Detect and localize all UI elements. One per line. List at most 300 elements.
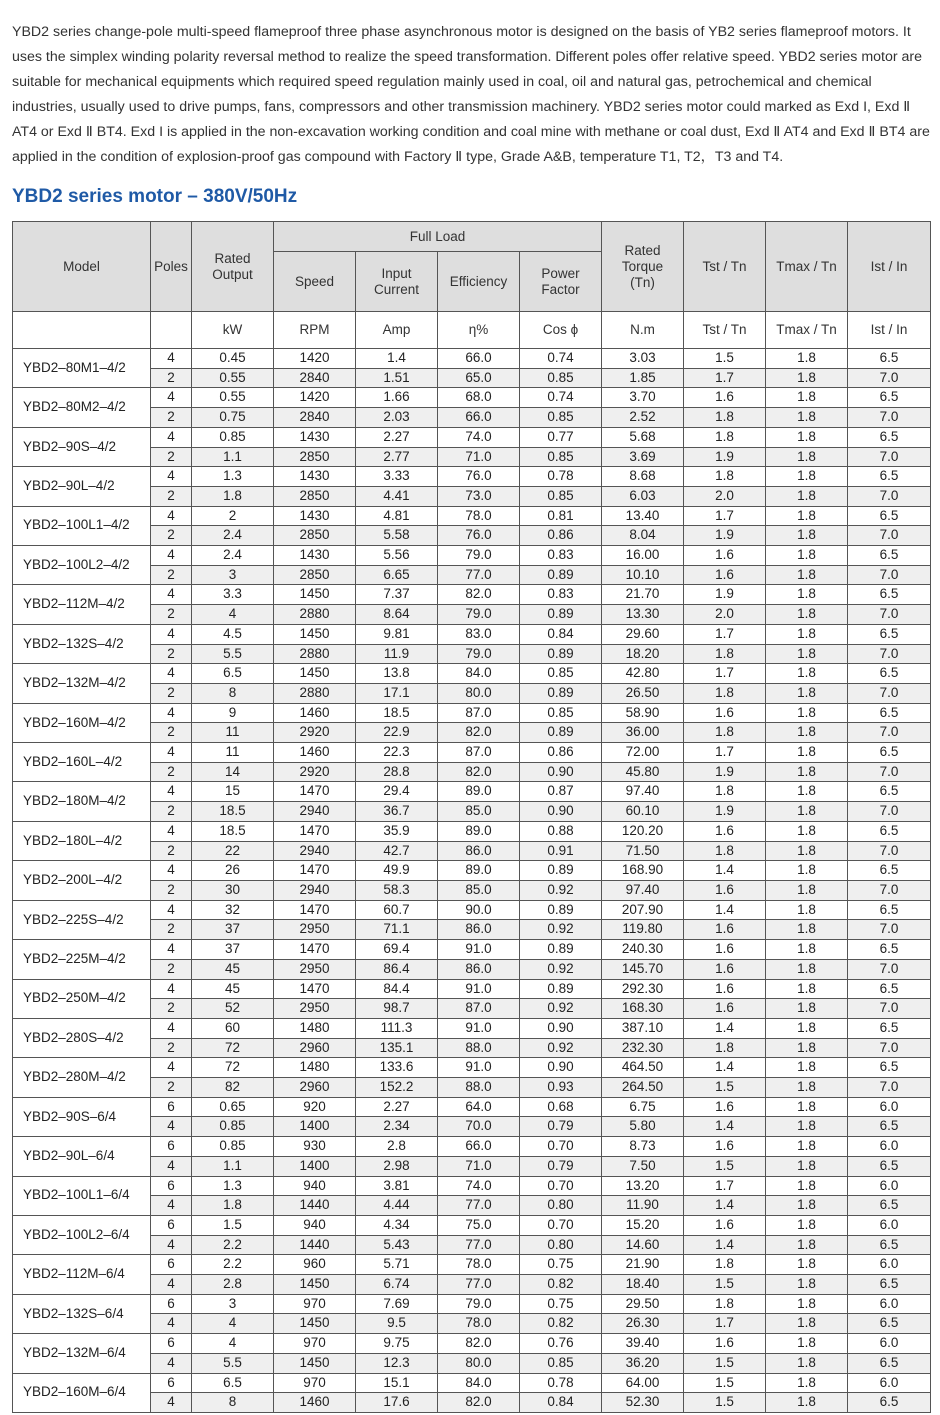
model-cell: YBD2–200L–4/2 — [13, 861, 151, 900]
tst-tn-cell: 1.6 — [684, 1215, 766, 1235]
input-current-cell: 6.74 — [356, 1275, 438, 1295]
efficiency-cell: 71.0 — [438, 1156, 520, 1176]
ist-in-cell: 6.5 — [848, 624, 931, 644]
rated-output-cell: 1.1 — [192, 1156, 274, 1176]
tmax-tn-cell: 1.8 — [766, 1353, 848, 1373]
header-speed: Speed — [274, 252, 356, 312]
ist-in-cell: 6.5 — [848, 506, 931, 526]
rated-torque-cell: 119.80 — [602, 920, 684, 940]
poles-cell: 6 — [151, 1097, 192, 1117]
input-current-cell: 1.66 — [356, 388, 438, 408]
input-current-cell: 4.44 — [356, 1196, 438, 1216]
rated-torque-cell: 145.70 — [602, 959, 684, 979]
poles-cell: 6 — [151, 1334, 192, 1354]
table-row — [13, 664, 931, 684]
rated-torque-cell: 15.20 — [602, 1215, 684, 1235]
rated-torque-cell: 13.30 — [602, 605, 684, 625]
efficiency-cell: 86.0 — [438, 841, 520, 861]
rated-output-cell: 0.65 — [192, 1097, 274, 1117]
tst-tn-cell: 1.4 — [684, 1235, 766, 1255]
power-factor-cell: 0.90 — [520, 1058, 602, 1078]
poles-cell: 6 — [151, 1294, 192, 1314]
ist-in-cell: 6.5 — [848, 1393, 931, 1413]
power-factor-cell: 0.92 — [520, 999, 602, 1019]
poles-cell: 2 — [151, 880, 192, 900]
speed-cell: 1460 — [274, 703, 356, 723]
input-current-cell: 22.9 — [356, 723, 438, 743]
tst-tn-cell: 1.9 — [684, 802, 766, 822]
poles-cell: 2 — [151, 605, 192, 625]
rated-output-cell: 11 — [192, 743, 274, 763]
model-cell: YBD2–180L–4/2 — [13, 821, 151, 860]
tmax-tn-cell: 1.8 — [766, 743, 848, 763]
efficiency-cell: 89.0 — [438, 782, 520, 802]
efficiency-cell: 86.0 — [438, 920, 520, 940]
table-row — [13, 546, 931, 566]
poles-cell: 4 — [151, 821, 192, 841]
efficiency-cell: 78.0 — [438, 1314, 520, 1334]
poles-cell: 2 — [151, 723, 192, 743]
model-cell: YBD2–90S–4/2 — [13, 427, 151, 466]
table-row — [13, 703, 931, 723]
header-poles: Poles — [151, 222, 192, 312]
tmax-tn-cell: 1.8 — [766, 585, 848, 605]
efficiency-cell: 78.0 — [438, 1255, 520, 1275]
tst-tn-cell: 1.7 — [684, 506, 766, 526]
poles-cell: 6 — [151, 1255, 192, 1275]
ist-in-cell: 7.0 — [848, 408, 931, 428]
tst-tn-cell: 1.4 — [684, 861, 766, 881]
tmax-tn-cell: 1.8 — [766, 546, 848, 566]
tst-tn-cell: 1.6 — [684, 920, 766, 940]
input-current-cell: 2.77 — [356, 447, 438, 467]
tmax-tn-cell: 1.8 — [766, 427, 848, 447]
tmax-tn-cell: 1.8 — [766, 979, 848, 999]
table-row — [13, 427, 931, 447]
header-power-factor: Power Factor — [520, 252, 602, 312]
intro-paragraph: YBD2 series change-pole multi-speed flameproof three phase asynchronous motor is designed on the basis of YB2 series flameproof motors. It uses the simplex winding polarity reversal method to realize the speed transformation. Different poles offer relative speed. YBD2 series motor are suitable for mechanical equipments which required speed regulation mainly used in coal, oil and natural gas, petrochemical and chemical industries, usually used to drive pumps, fans, compressors and other transmission machinery. YBD2 series motor could marked as Exd I, Exd Ⅱ AT4 or Exd Ⅱ BT4. Exd I is applied in the non-excavation working condition and coal mine with methane or coal dust, Exd Ⅱ AT4 and Exd Ⅱ BT4 are applied in the condition of explosion-proof gas compound with Factory Ⅱ type, Grade A&B, temperature T1, T2，T3 and T4. — [12, 24, 930, 166]
speed-cell: 970 — [274, 1294, 356, 1314]
rated-torque-cell: 6.03 — [602, 486, 684, 506]
table-row — [13, 486, 931, 506]
rated-torque-cell: 26.50 — [602, 683, 684, 703]
tmax-tn-cell: 1.8 — [766, 1137, 848, 1157]
table-row — [13, 1018, 931, 1038]
header-rated-output: Rated Output — [192, 222, 274, 312]
tmax-tn-cell: 1.8 — [766, 408, 848, 428]
poles-cell: 2 — [151, 841, 192, 861]
rated-torque-cell: 29.50 — [602, 1294, 684, 1314]
rated-torque-cell: 16.00 — [602, 546, 684, 566]
tst-tn-cell: 1.5 — [684, 349, 766, 369]
efficiency-cell: 82.0 — [438, 1334, 520, 1354]
poles-cell: 4 — [151, 1235, 192, 1255]
tmax-tn-cell: 1.8 — [766, 1196, 848, 1216]
power-factor-cell: 0.77 — [520, 427, 602, 447]
ist-in-cell: 6.0 — [848, 1334, 931, 1354]
tmax-tn-cell: 1.8 — [766, 1018, 848, 1038]
input-current-cell: 2.8 — [356, 1137, 438, 1157]
rated-torque-cell: 42.80 — [602, 664, 684, 684]
power-factor-cell: 0.92 — [520, 959, 602, 979]
model-cell: YBD2–100L1–4/2 — [13, 506, 151, 545]
rated-output-cell: 22 — [192, 841, 274, 861]
table-row — [13, 585, 931, 605]
rated-torque-cell: 29.60 — [602, 624, 684, 644]
ist-in-cell: 6.5 — [848, 1117, 931, 1137]
power-factor-cell: 0.79 — [520, 1156, 602, 1176]
poles-cell: 2 — [151, 486, 192, 506]
tmax-tn-cell: 1.8 — [766, 1156, 848, 1176]
tst-tn-cell: 1.5 — [684, 1275, 766, 1295]
header-model: Model — [13, 222, 151, 312]
model-cell: YBD2–280M–4/2 — [13, 1058, 151, 1097]
power-factor-cell: 0.81 — [520, 506, 602, 526]
tst-tn-cell: 1.7 — [684, 664, 766, 684]
rated-torque-cell: 5.80 — [602, 1117, 684, 1137]
tmax-tn-cell: 1.8 — [766, 565, 848, 585]
rated-output-cell: 4 — [192, 1334, 274, 1354]
tst-tn-cell: 1.4 — [684, 1117, 766, 1137]
speed-cell: 940 — [274, 1215, 356, 1235]
input-current-cell: 28.8 — [356, 762, 438, 782]
rated-torque-cell: 64.00 — [602, 1373, 684, 1393]
efficiency-cell: 64.0 — [438, 1097, 520, 1117]
speed-cell: 2850 — [274, 486, 356, 506]
tmax-tn-cell: 1.8 — [766, 1117, 848, 1137]
tst-tn-cell: 1.7 — [684, 743, 766, 763]
poles-cell: 4 — [151, 624, 192, 644]
rated-output-cell: 60 — [192, 1018, 274, 1038]
efficiency-cell: 79.0 — [438, 1294, 520, 1314]
rated-output-cell: 2.2 — [192, 1255, 274, 1275]
table-row — [13, 1196, 931, 1216]
ist-in-cell: 6.0 — [848, 1373, 931, 1393]
power-factor-cell: 0.85 — [520, 664, 602, 684]
speed-cell: 2940 — [274, 880, 356, 900]
header-tmax-tn: Tmax / Tn — [766, 222, 848, 312]
rated-torque-cell: 18.40 — [602, 1275, 684, 1295]
rated-output-cell: 2.4 — [192, 526, 274, 546]
rated-output-cell: 32 — [192, 900, 274, 920]
ist-in-cell: 7.0 — [848, 1038, 931, 1058]
table-heading: YBD2 series motor – 380V/50Hz — [12, 186, 298, 207]
poles-cell: 6 — [151, 1215, 192, 1235]
speed-cell: 1460 — [274, 1393, 356, 1413]
tst-tn-cell: 1.5 — [684, 1353, 766, 1373]
ist-in-cell: 6.5 — [848, 703, 931, 723]
rated-torque-cell: 13.40 — [602, 506, 684, 526]
tmax-tn-cell: 1.8 — [766, 920, 848, 940]
tst-tn-cell: 1.4 — [684, 1018, 766, 1038]
tmax-tn-cell: 1.8 — [766, 940, 848, 960]
input-current-cell: 4.41 — [356, 486, 438, 506]
tst-tn-cell: 1.6 — [684, 979, 766, 999]
input-current-cell: 12.3 — [356, 1353, 438, 1373]
rated-output-cell: 30 — [192, 880, 274, 900]
efficiency-cell: 82.0 — [438, 585, 520, 605]
rated-output-cell: 0.75 — [192, 408, 274, 428]
speed-cell: 1470 — [274, 782, 356, 802]
efficiency-cell: 79.0 — [438, 546, 520, 566]
ist-in-cell: 6.5 — [848, 1353, 931, 1373]
table-row — [13, 1156, 931, 1176]
tst-tn-cell: 1.8 — [684, 427, 766, 447]
rated-torque-cell: 464.50 — [602, 1058, 684, 1078]
tmax-tn-cell: 1.8 — [766, 683, 848, 703]
poles-cell: 2 — [151, 447, 192, 467]
power-factor-cell: 0.80 — [520, 1196, 602, 1216]
table-body — [13, 349, 931, 1413]
table-row — [13, 1393, 931, 1413]
poles-cell: 4 — [151, 349, 192, 369]
rated-output-cell: 18.5 — [192, 802, 274, 822]
ist-in-cell: 7.0 — [848, 723, 931, 743]
ist-in-cell: 7.0 — [848, 802, 931, 822]
poles-cell: 2 — [151, 802, 192, 822]
efficiency-cell: 77.0 — [438, 1235, 520, 1255]
input-current-cell: 8.64 — [356, 605, 438, 625]
table-row — [13, 1294, 931, 1314]
tmax-tn-cell: 1.8 — [766, 644, 848, 664]
table-row — [13, 1235, 931, 1255]
input-current-cell: 7.37 — [356, 585, 438, 605]
input-current-cell: 6.65 — [356, 565, 438, 585]
table-row — [13, 1176, 931, 1196]
speed-cell: 1450 — [274, 664, 356, 684]
tst-tn-cell: 1.8 — [684, 467, 766, 487]
tmax-tn-cell: 1.8 — [766, 1235, 848, 1255]
tst-tn-cell: 1.4 — [684, 1058, 766, 1078]
ist-in-cell: 6.5 — [848, 979, 931, 999]
table-row — [13, 388, 931, 408]
tmax-tn-cell: 1.8 — [766, 802, 848, 822]
model-cell: YBD2–132S–4/2 — [13, 624, 151, 663]
speed-cell: 1480 — [274, 1058, 356, 1078]
rated-torque-cell: 5.68 — [602, 427, 684, 447]
input-current-cell: 2.98 — [356, 1156, 438, 1176]
tmax-tn-cell: 1.8 — [766, 1373, 848, 1393]
poles-cell: 4 — [151, 782, 192, 802]
table-row — [13, 723, 931, 743]
poles-cell: 2 — [151, 959, 192, 979]
power-factor-cell: 0.93 — [520, 1078, 602, 1098]
rated-torque-cell: 97.40 — [602, 782, 684, 802]
efficiency-cell: 91.0 — [438, 1018, 520, 1038]
efficiency-cell: 84.0 — [438, 664, 520, 684]
efficiency-cell: 77.0 — [438, 1196, 520, 1216]
unit-ist-in: Ist / In — [848, 312, 931, 349]
power-factor-cell: 0.74 — [520, 388, 602, 408]
input-current-cell: 17.1 — [356, 683, 438, 703]
rated-torque-cell: 52.30 — [602, 1393, 684, 1413]
poles-cell: 4 — [151, 1058, 192, 1078]
tmax-tn-cell: 1.8 — [766, 1058, 848, 1078]
rated-output-cell: 9 — [192, 703, 274, 723]
poles-cell: 4 — [151, 664, 192, 684]
tmax-tn-cell: 1.8 — [766, 1038, 848, 1058]
input-current-cell: 9.75 — [356, 1334, 438, 1354]
power-factor-cell: 0.92 — [520, 1038, 602, 1058]
power-factor-cell: 0.85 — [520, 486, 602, 506]
tst-tn-cell: 1.9 — [684, 447, 766, 467]
unit-rpm: RPM — [274, 312, 356, 349]
ist-in-cell: 6.5 — [848, 861, 931, 881]
tst-tn-cell: 1.5 — [684, 1156, 766, 1176]
tst-tn-cell: 1.6 — [684, 546, 766, 566]
poles-cell: 4 — [151, 467, 192, 487]
rated-torque-cell: 18.20 — [602, 644, 684, 664]
efficiency-cell: 80.0 — [438, 1353, 520, 1373]
table-row — [13, 605, 931, 625]
poles-cell: 4 — [151, 900, 192, 920]
tmax-tn-cell: 1.8 — [766, 486, 848, 506]
tmax-tn-cell: 1.8 — [766, 841, 848, 861]
table-row — [13, 683, 931, 703]
poles-cell: 4 — [151, 1314, 192, 1334]
poles-cell: 4 — [151, 585, 192, 605]
power-factor-cell: 0.89 — [520, 565, 602, 585]
efficiency-cell: 85.0 — [438, 880, 520, 900]
power-factor-cell: 0.89 — [520, 723, 602, 743]
power-factor-cell: 0.74 — [520, 349, 602, 369]
tmax-tn-cell: 1.8 — [766, 368, 848, 388]
tst-tn-cell: 1.6 — [684, 880, 766, 900]
tst-tn-cell: 1.7 — [684, 368, 766, 388]
input-current-cell: 7.69 — [356, 1294, 438, 1314]
rated-torque-cell: 168.30 — [602, 999, 684, 1019]
power-factor-cell: 0.79 — [520, 1117, 602, 1137]
tmax-tn-cell: 1.8 — [766, 959, 848, 979]
tmax-tn-cell: 1.8 — [766, 605, 848, 625]
power-factor-cell: 0.83 — [520, 546, 602, 566]
header-ist-in: Ist / In — [848, 222, 931, 312]
motor-spec-table — [12, 221, 931, 1413]
ist-in-cell: 6.0 — [848, 1255, 931, 1275]
rated-torque-cell: 71.50 — [602, 841, 684, 861]
poles-cell: 2 — [151, 920, 192, 940]
speed-cell: 2840 — [274, 408, 356, 428]
poles-cell: 2 — [151, 408, 192, 428]
poles-cell: 6 — [151, 1137, 192, 1157]
power-factor-cell: 0.70 — [520, 1137, 602, 1157]
input-current-cell: 5.43 — [356, 1235, 438, 1255]
rated-torque-cell: 13.20 — [602, 1176, 684, 1196]
rated-output-cell: 0.85 — [192, 1117, 274, 1137]
speed-cell: 1450 — [274, 585, 356, 605]
input-current-cell: 18.5 — [356, 703, 438, 723]
efficiency-cell: 90.0 — [438, 900, 520, 920]
tst-tn-cell: 1.9 — [684, 526, 766, 546]
efficiency-cell: 74.0 — [438, 1176, 520, 1196]
rated-torque-cell: 10.10 — [602, 565, 684, 585]
rated-torque-cell: 14.60 — [602, 1235, 684, 1255]
ist-in-cell: 6.5 — [848, 821, 931, 841]
efficiency-cell: 73.0 — [438, 486, 520, 506]
efficiency-cell: 87.0 — [438, 703, 520, 723]
tmax-tn-cell: 1.8 — [766, 1215, 848, 1235]
efficiency-cell: 80.0 — [438, 683, 520, 703]
model-cell: YBD2–90L–6/4 — [13, 1137, 151, 1176]
speed-cell: 1470 — [274, 821, 356, 841]
ist-in-cell: 6.5 — [848, 427, 931, 447]
table-row — [13, 644, 931, 664]
speed-cell: 2950 — [274, 959, 356, 979]
rated-output-cell: 26 — [192, 861, 274, 881]
efficiency-cell: 82.0 — [438, 762, 520, 782]
ist-in-cell: 6.0 — [848, 1294, 931, 1314]
input-current-cell: 2.27 — [356, 427, 438, 447]
table-row — [13, 467, 931, 487]
rated-torque-cell: 26.30 — [602, 1314, 684, 1334]
ist-in-cell: 6.5 — [848, 467, 931, 487]
rated-output-cell: 3 — [192, 565, 274, 585]
input-current-cell: 4.81 — [356, 506, 438, 526]
input-current-cell: 1.4 — [356, 349, 438, 369]
model-cell: YBD2–100L2–6/4 — [13, 1215, 151, 1254]
speed-cell: 920 — [274, 1097, 356, 1117]
model-cell: YBD2–112M–4/2 — [13, 585, 151, 624]
tst-tn-cell: 1.8 — [684, 644, 766, 664]
efficiency-cell: 76.0 — [438, 467, 520, 487]
ist-in-cell: 7.0 — [848, 920, 931, 940]
efficiency-cell: 87.0 — [438, 743, 520, 763]
speed-cell: 2960 — [274, 1078, 356, 1098]
table-row — [13, 979, 931, 999]
tst-tn-cell: 1.8 — [684, 408, 766, 428]
poles-cell: 4 — [151, 979, 192, 999]
speed-cell: 1440 — [274, 1196, 356, 1216]
poles-cell: 2 — [151, 683, 192, 703]
model-cell: YBD2–132M–4/2 — [13, 664, 151, 703]
unit-nm: N.m — [602, 312, 684, 349]
tmax-tn-cell: 1.8 — [766, 999, 848, 1019]
rated-output-cell: 0.45 — [192, 349, 274, 369]
unit-kw: kW — [192, 312, 274, 349]
ist-in-cell: 6.5 — [848, 664, 931, 684]
poles-cell: 4 — [151, 388, 192, 408]
efficiency-cell: 85.0 — [438, 802, 520, 822]
rated-output-cell: 11 — [192, 723, 274, 743]
rated-torque-cell: 21.70 — [602, 585, 684, 605]
rated-output-cell: 2.2 — [192, 1235, 274, 1255]
speed-cell: 1450 — [274, 1275, 356, 1295]
model-cell: YBD2–80M1–4/2 — [13, 349, 151, 388]
rated-output-cell: 52 — [192, 999, 274, 1019]
tst-tn-cell: 1.7 — [684, 1314, 766, 1334]
tmax-tn-cell: 1.8 — [766, 703, 848, 723]
power-factor-cell: 0.86 — [520, 743, 602, 763]
rated-torque-cell: 60.10 — [602, 802, 684, 822]
model-cell: YBD2–180M–4/2 — [13, 782, 151, 821]
rated-output-cell: 4 — [192, 605, 274, 625]
ist-in-cell: 6.5 — [848, 1018, 931, 1038]
rated-torque-cell: 232.30 — [602, 1038, 684, 1058]
rated-output-cell: 6.5 — [192, 664, 274, 684]
ist-in-cell: 6.5 — [848, 1156, 931, 1176]
input-current-cell: 3.33 — [356, 467, 438, 487]
speed-cell: 1450 — [274, 1314, 356, 1334]
poles-cell: 2 — [151, 1078, 192, 1098]
units-model-cell — [13, 312, 151, 349]
poles-cell: 6 — [151, 1176, 192, 1196]
ist-in-cell: 6.5 — [848, 1235, 931, 1255]
speed-cell: 2950 — [274, 920, 356, 940]
rated-torque-cell: 3.03 — [602, 349, 684, 369]
rated-torque-cell: 292.30 — [602, 979, 684, 999]
rated-output-cell: 4 — [192, 1314, 274, 1334]
efficiency-cell: 76.0 — [438, 526, 520, 546]
